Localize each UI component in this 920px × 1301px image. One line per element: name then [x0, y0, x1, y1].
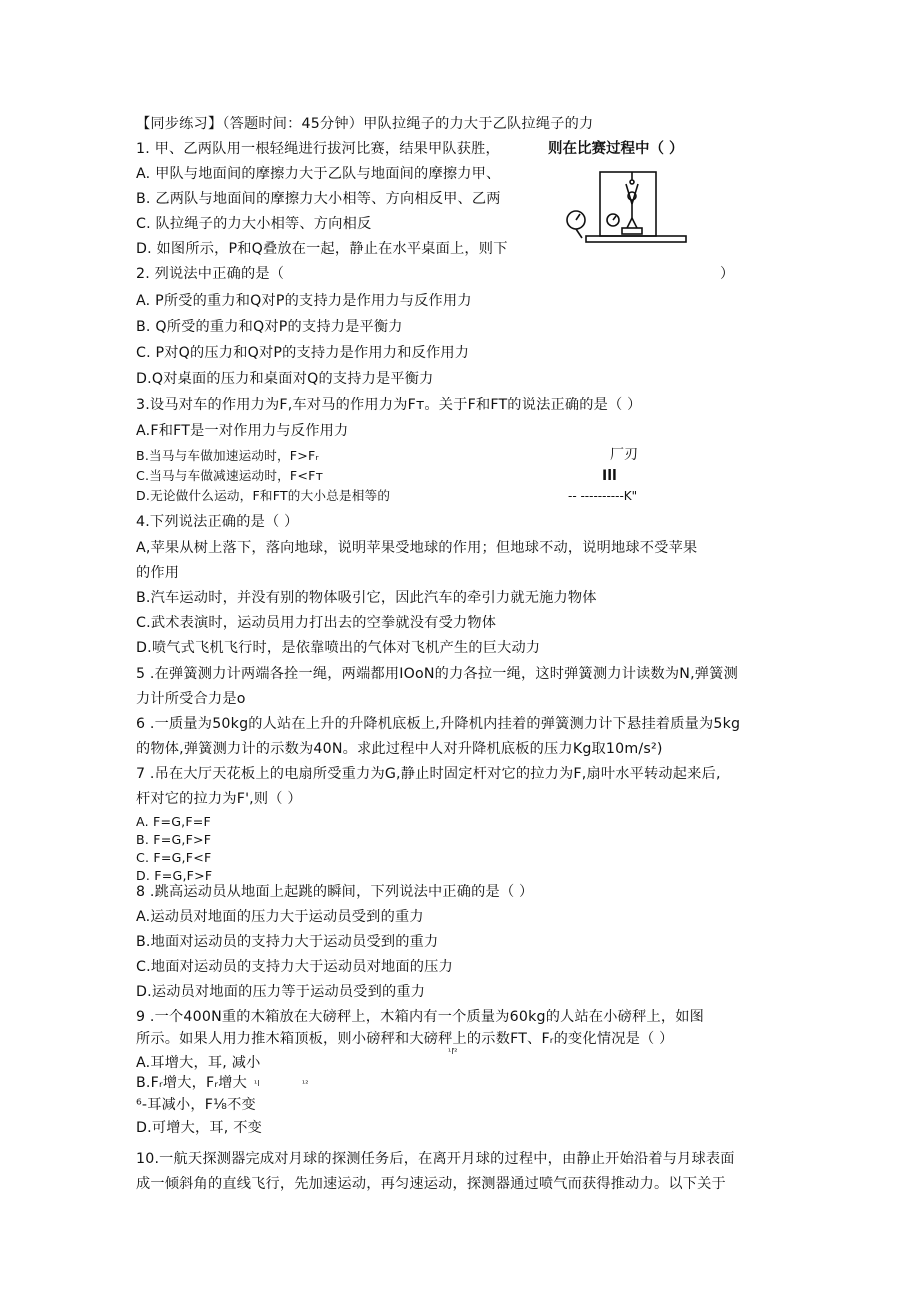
q4-option-a-line1: A,苹果从树上落下，落向地球，说明苹果受地球的作用；但地球不动，说明地球不受苹果 — [136, 540, 698, 556]
q7-line2: 杆对它的拉力为F',则（ ） — [136, 791, 302, 807]
q9-tag-1: ¹ľ² — [448, 1047, 458, 1056]
q8-option-d: D.运动员对地面的压力等于运动员受到的重力 — [136, 984, 426, 1000]
q8-option-b: B.地面对运动员的支持力大于运动员受到的重力 — [136, 934, 439, 950]
q3-fragment-1: 厂刃 — [610, 447, 638, 463]
q9-option-b: B.Fᵣ增大，Fᵣ增大 — [136, 1075, 248, 1091]
q9-tag-3: ¹² — [302, 1079, 309, 1088]
q2-stem: 2. 列说法中正确的是（ — [136, 266, 285, 282]
q9-option-c: ⁶-耳减小，F⅛不变 — [136, 1097, 256, 1113]
exercise-header: 【同步练习】（答题时间：45分钟）甲队拉绳子的力大于乙队拉绳子的力 — [136, 116, 594, 132]
q3-option-c: C.当马与车做减速运动时，F<Fт — [136, 468, 324, 483]
q3-option-a: A.F和FT是一对作用力与反作用力 — [136, 423, 349, 439]
q9-line1: 9 .一个400N重的木箱放在大磅秤上，木箱内有一个质量为60kg的人站在小磅秤上，如图 — [136, 1009, 705, 1025]
q3-fragment-2: Ill — [602, 468, 617, 484]
q2-option-a: A. P所受的重力和Q对P的支持力是作用力与反作用力 — [136, 293, 472, 309]
q1-stem: 1. 甲、乙两队用一根轻绳进行拔河比赛，结果甲队获胜， — [136, 141, 500, 157]
q2-paren-close: ） — [720, 266, 734, 282]
q4-option-d: D.喷气式飞机飞行时，是依靠喷出的气体对飞机产生的巨大动力 — [136, 640, 541, 656]
q4-option-b: B.汽车运动时，并没有别的物体吸引它，因此汽车的牵引力就无施力物体 — [136, 590, 597, 606]
q6-line1: 6 .一质量为50kg的人站在上升的升降机底板上,升降机内挂着的弹簧测力计下悬挂着质量为5kg — [136, 716, 741, 732]
box-scale-figure — [560, 170, 690, 252]
q1-option-c: C. 队拉绳子的力大小相等、方向相反 — [136, 216, 372, 232]
q7-option-d: D. F=G,F>F — [136, 868, 213, 883]
q4-option-a-line2: 的作用 — [136, 565, 180, 581]
q7-line1: 7 .吊在大厅天花板上的电扇所受重力为G,静止时固定杆对它的拉力为F,扇叶水平转动起来后, — [136, 766, 721, 782]
q3-option-d: D.无论做什么运动，F和FT的大小总是相等的 — [136, 488, 391, 503]
figure-drawing — [567, 172, 686, 242]
q7-option-b: B. F=G,F>F — [136, 832, 212, 847]
q2-option-b: B. Q所受的重力和Q对P的支持力是平衡力 — [136, 319, 403, 335]
q1-option-d: D. 如图所示，P和Q叠放在一起，静止在水平桌面上，则下 — [136, 241, 508, 257]
q8-option-c: C.地面对运动员的支持力大于运动员对地面的压力 — [136, 959, 453, 975]
q5-line2: 力计所受合力是o — [136, 691, 246, 707]
q6-line2: 的物体,弹簧测力计的示数为40N。求此过程中人对升降机底板的压力Kg取10m∕s²) — [136, 741, 663, 757]
q5-line1: 5 .在弹簧测力计两端各拴一绳，两端都用IOoN的力各拉一绳，这时弹簧测力计读数为N,弹簧测 — [136, 666, 738, 682]
q1-stem-tail: 则在比赛过程中（ ） — [548, 141, 684, 157]
q3-stem: 3.设马对车的作用力为F,车对马的作用力为Fт。关于F和FT的说法正确的是（ ） — [136, 397, 642, 413]
q1-option-b: B. 乙两队与地面间的摩擦力大小相等、方向相反甲、乙两 — [136, 191, 501, 207]
q9-option-d: D.可增大，耳, 不变 — [136, 1120, 262, 1136]
q7-option-c: C. F=G,F<F — [136, 850, 212, 865]
q10-line2: 成一倾斜角的直线飞行，先加速运动，再匀速运动，探测器通过喷气而获得推动力。以下关于 — [136, 1176, 726, 1192]
q7-option-a: A. F=G,F=F — [136, 814, 211, 829]
q1-option-a: A. 甲队与地面间的摩擦力大于乙队与地面间的摩擦力甲、 — [136, 166, 501, 182]
q9-tag-2: ¹l — [254, 1079, 260, 1088]
q4-option-c: C.武术表演时，运动员用力打出去的空拳就没有受力物体 — [136, 615, 497, 631]
q10-line1: 10.一航天探测器完成对月球的探测任务后，在离开月球的过程中，由静止开始沿着与月球表面 — [136, 1151, 735, 1167]
q2-option-d: D.Q对桌面的压力和桌面对Q的支持力是平衡力 — [136, 371, 434, 387]
q3-fragment-3: -- ----------K" — [568, 489, 638, 503]
q8-stem: 8 .跳高运动员从地面上起跳的瞬间，下列说法中正确的是（ ） — [136, 884, 534, 900]
q8-option-a: A.运动员对地面的压力大于运动员受到的重力 — [136, 909, 424, 925]
q9-line2: 所示。如果人用力推木箱顶板，则小磅秤和大磅秤上的示数FT、Fᵣ的变化情况是（ ） — [136, 1031, 674, 1047]
q2-option-c: C. P对Q的压力和Q对P的支持力是作用力和反作用力 — [136, 345, 470, 361]
q3-option-b: B.当马与车做加速运动时，F>Fᵣ — [136, 448, 319, 463]
q4-stem: 4.下列说法正确的是（ ） — [136, 514, 299, 530]
q9-option-a: A.耳增大，耳, 减小 — [136, 1055, 261, 1071]
